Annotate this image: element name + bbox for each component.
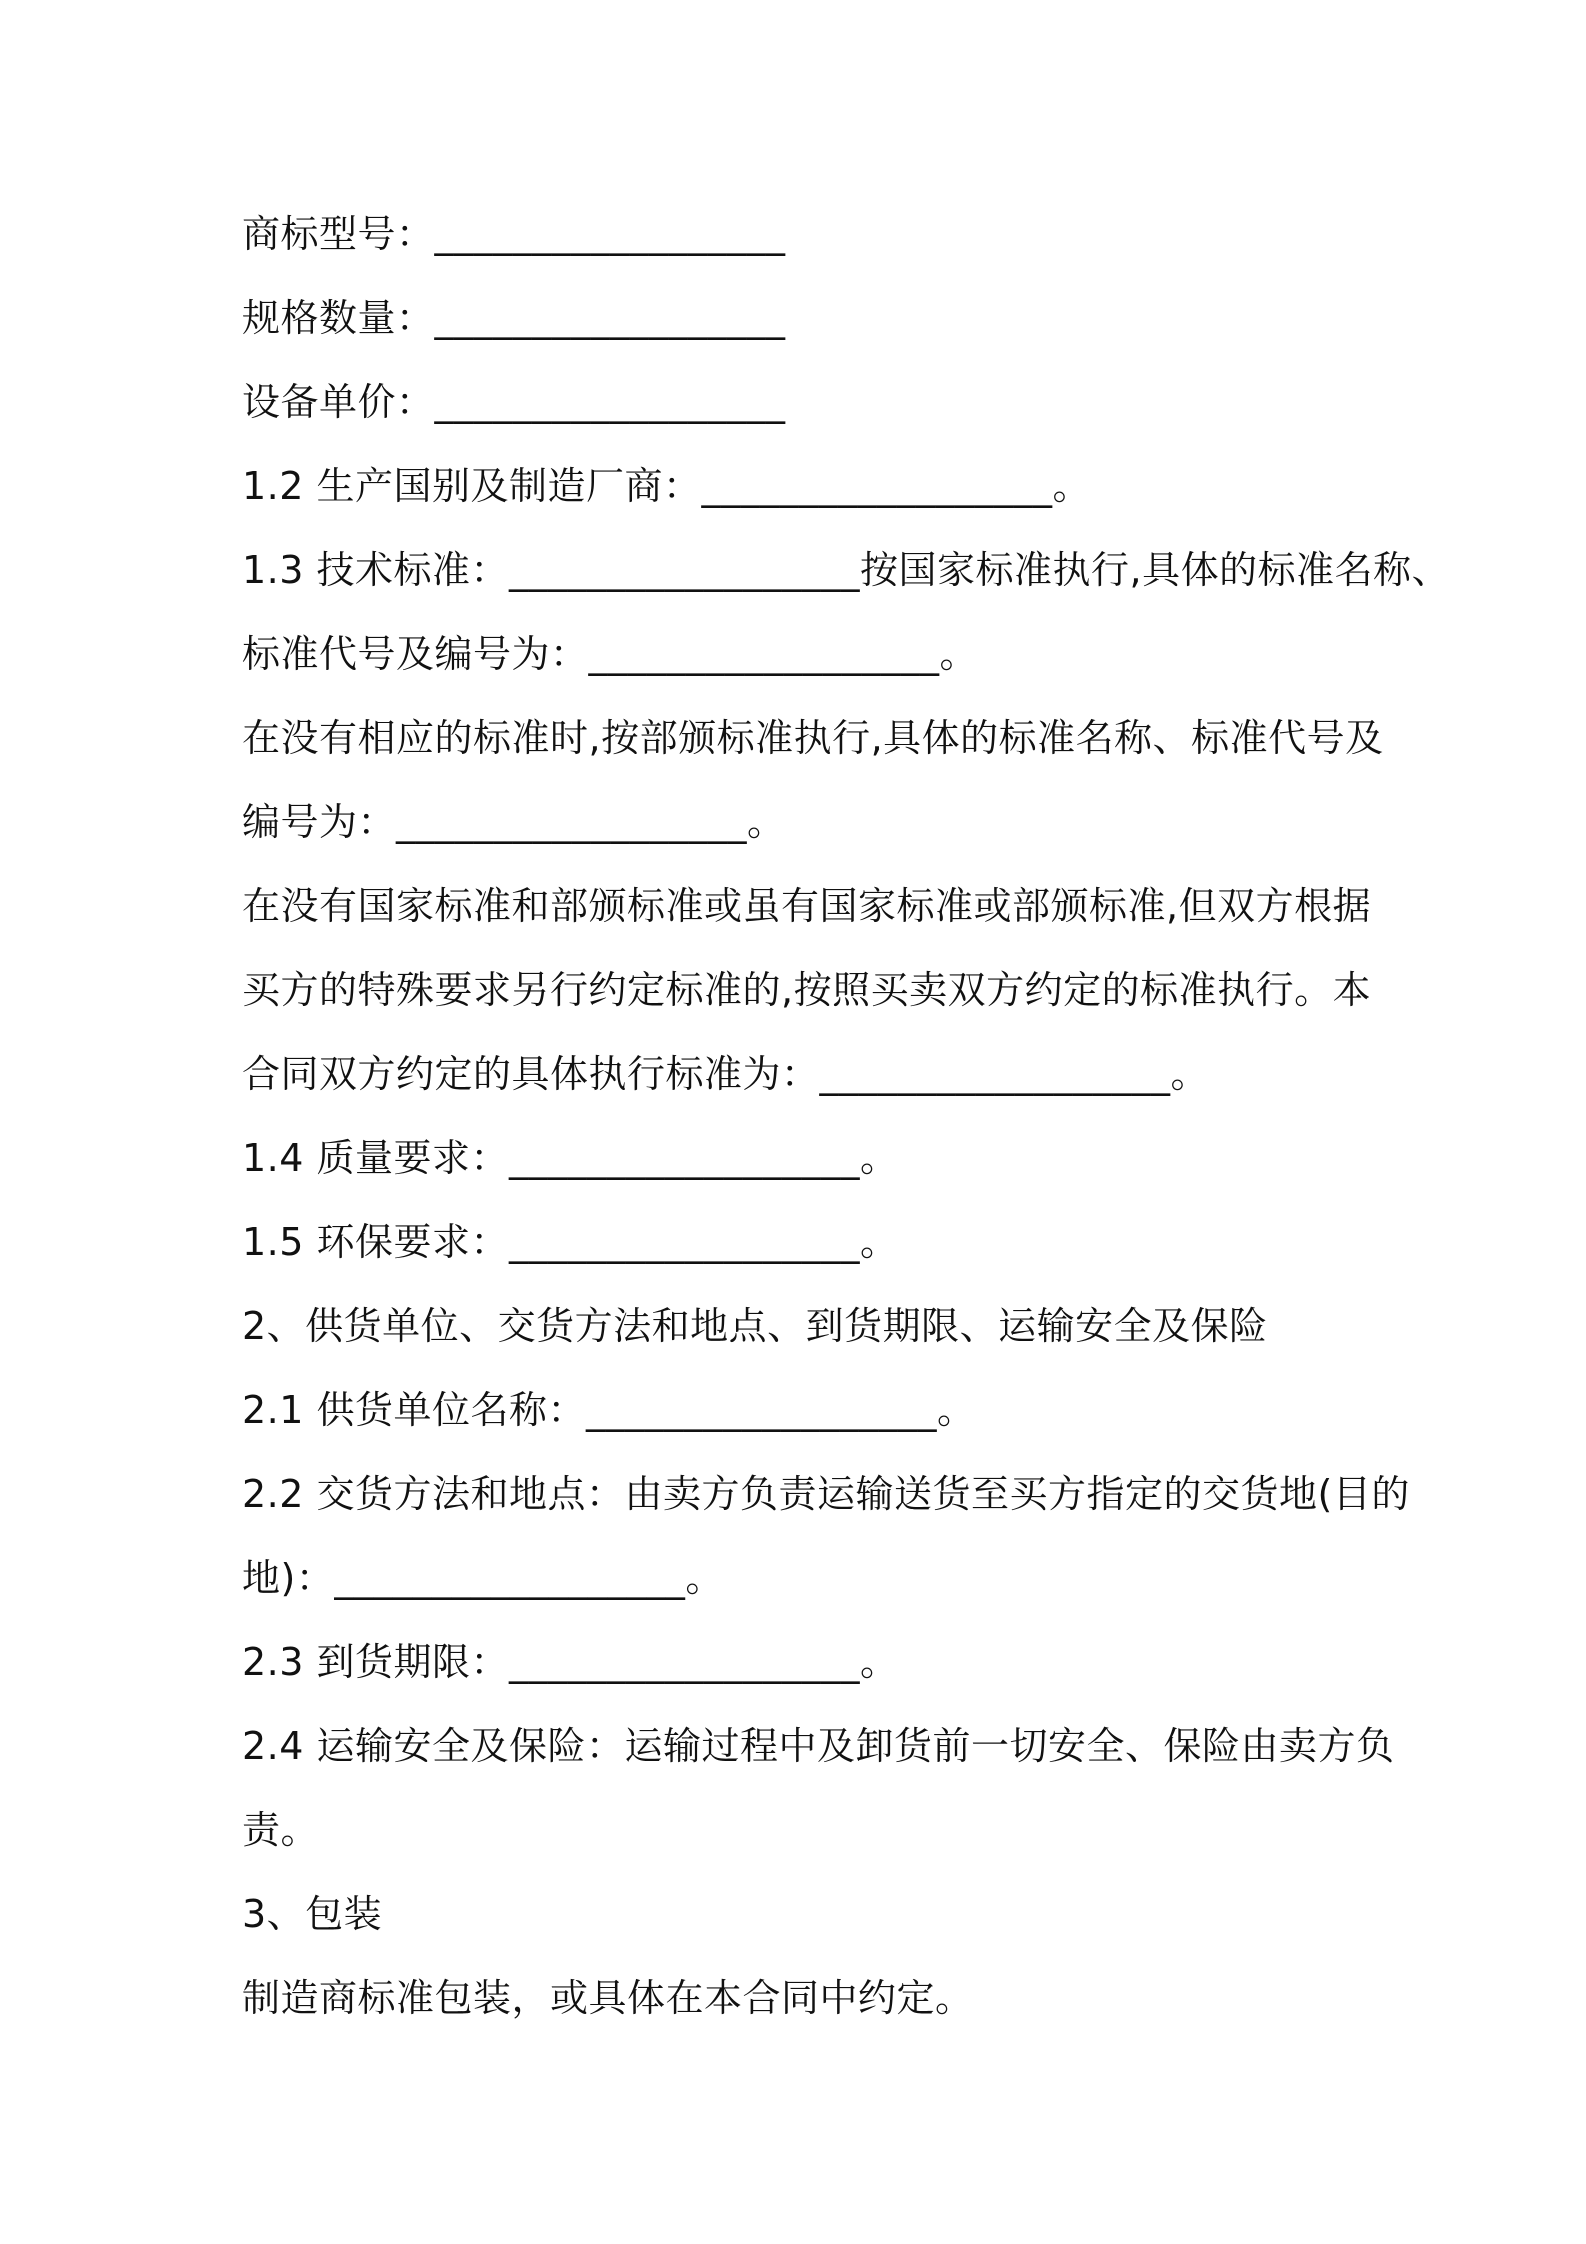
paragraph-agreed-standard-line2: 买方的特殊要求另行约定标准的,按照买卖双方约定的标准执行。本 xyxy=(242,968,1372,1012)
paragraph-agreed-standard-line3: 合同双方约定的具体执行标准为：__________________。 xyxy=(242,1052,1210,1096)
document-body xyxy=(242,192,1451,2040)
clause-1-3: 1.3 技术标准：__________________按国家标准执行,具体的标准名称、 xyxy=(242,548,1451,592)
clause-1-5: 1.5 环保要求：__________________。 xyxy=(242,1220,899,1264)
section-2-heading: 2、供货单位、交货方法和地点、到货期限、运输安全及保险 xyxy=(242,1304,1268,1348)
clause-1-2: 1.2 生产国别及制造厂商：__________________。 xyxy=(242,464,1092,508)
paragraph-ministry-standard-continued: 编号为：__________________。 xyxy=(242,800,786,844)
clause-2-1: 2.1 供货单位名称：__________________。 xyxy=(242,1388,976,1432)
field-spec-quantity: 规格数量：__________________ xyxy=(242,296,786,340)
field-trademark-model: 商标型号：__________________ xyxy=(242,212,786,256)
clause-2-3: 2.3 到货期限：__________________。 xyxy=(242,1640,899,1684)
section-3-heading: 3、包装 xyxy=(242,1892,383,1936)
paragraph-agreed-standard: 在没有国家标准和部颁标准或虽有国家标准或部颁标准,但双方根据 xyxy=(242,884,1372,928)
paragraph-ministry-standard: 在没有相应的标准时,按部颁标准执行,具体的标准名称、标准代号及 xyxy=(242,716,1384,760)
clause-1-3-continued: 标准代号及编号为：__________________。 xyxy=(242,632,979,676)
clause-2-4-continued: 责。 xyxy=(242,1808,320,1852)
section-3-body: 制造商标准包装，或具体在本合同中约定。 xyxy=(242,1976,974,2020)
clause-2-2-continued: 地)：__________________。 xyxy=(242,1556,724,1600)
clause-2-2: 2.2 交货方法和地点：由卖方负责运输送货至买方指定的交货地(目的 xyxy=(242,1472,1410,1516)
clause-1-4: 1.4 质量要求：__________________。 xyxy=(242,1136,899,1180)
clause-2-4: 2.4 运输安全及保险：运输过程中及卸货前一切安全、保险由卖方负 xyxy=(242,1724,1395,1768)
field-unit-price: 设备单价：__________________ xyxy=(242,380,786,424)
